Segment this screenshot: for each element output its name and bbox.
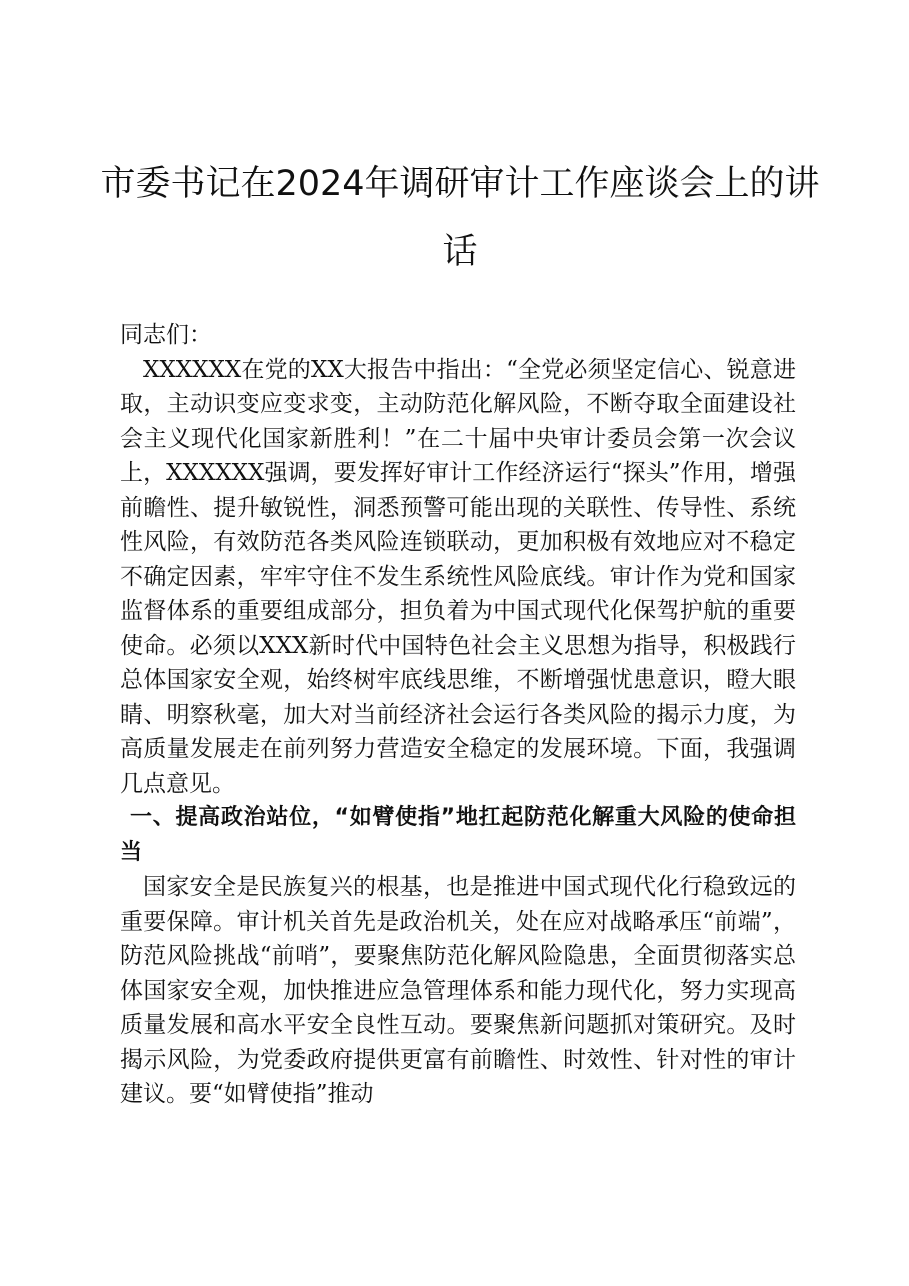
document-body xyxy=(120,318,796,1112)
document-title: 市委书记在2024年调研审计工作座谈会上的讲话 xyxy=(100,164,820,272)
paragraph: 国家安全是民族复兴的根基，也是推进中国式现代化行稳致远的重要保障。审计机关首先是政治机关，处在应对战略承压“前端”，防范风险挑战“前哨”，要聚焦防范化解风险隐患，全面贯彻落实总体国家安全观，加快推进应急管理体系和能力现代化，努力实现高质量发展和高水平安全良性互动。要聚焦新问题抓对策研究。及时揭示风险，为党委政府提供更富有前瞻性、时效性、针对性的审计建议。要“如臂使指”推动 xyxy=(120,874,796,1107)
section-heading: 一、提高政治站位，“如臂使指”地扛起防范化解重大风险的使命担当 xyxy=(120,805,796,865)
salutation: 同志们： xyxy=(120,322,212,348)
paragraph: XXXXXX在党的XX大报告中指出：“全党必须坚定信心、锐意进取，主动识变应变求变，主动防范化解风险，不断夺取全面建设社会主义现代化国家新胜利！”在二十届中央审计委员会第一次会议上，XXXXXX强调，要发挥好审计工作经济运行“探头”作用，增强前瞻性、提升敏锐性，洞悉预警可能出现的关联性、传导性、系统性风险，有效防范各类风险连锁联动，更加积极有效地应对不稳定不确定因素，牢牢守住不发生系统性风险底线。审计作为党和国家监督体系的重要组成部分，担负着为中国式现代化保驾护航的重要使命。必须以XXX新时代中国特色社会主义思想为指导，积极践行总体国家安全观，始终树牢底线思维，不断增强忧患意识，瞪大眼睛、明察秋毫，加大对当前经济社会运行各类风险的揭示力度，为高质量发展走在前列努力营造安全稳定的发展环境。下面，我强调几点意见。 xyxy=(120,356,796,797)
